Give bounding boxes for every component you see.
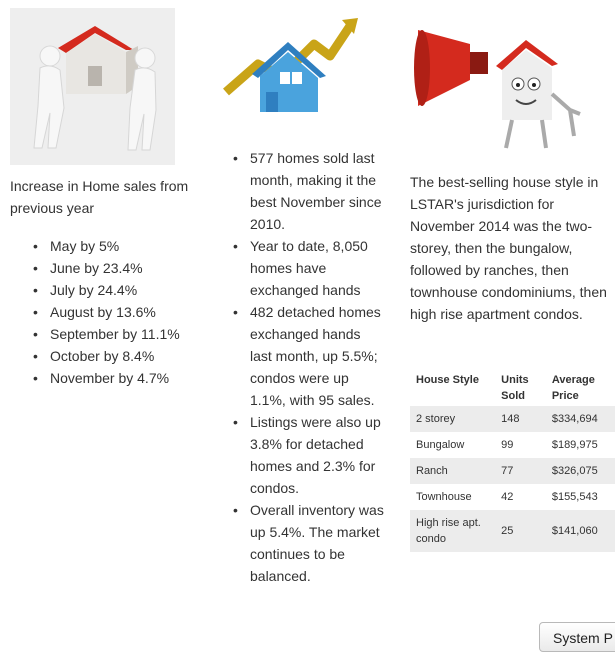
table-cell: Ranch <box>410 458 495 484</box>
table-cell: $141,060 <box>546 510 615 552</box>
table-cell: $155,543 <box>551 491 598 503</box>
table-row <box>410 432 615 458</box>
table-row <box>410 484 615 510</box>
monthly-increase-list <box>50 235 190 389</box>
table-cell: High rise apt. condo <box>410 510 495 552</box>
table-cell: 25 <box>495 510 546 552</box>
table-cell: Bungalow <box>416 439 465 451</box>
column-header: Average Price <box>551 374 595 402</box>
list-item: • September by 11.1% <box>50 323 190 345</box>
table-cell: Townhouse <box>416 491 472 503</box>
men-carrying-house-image <box>10 8 175 165</box>
list-item: • Overall inventory was up 5.4%. The market continues to be balanced. <box>250 499 385 587</box>
column-header: Units Sold <box>501 374 529 402</box>
table-cell: $189,975 <box>551 439 598 451</box>
house-megaphone-image <box>414 10 586 158</box>
list-item: • August by 13.6% <box>50 301 190 323</box>
market-stats-list <box>250 147 385 587</box>
table-row <box>410 510 615 552</box>
table-cell: 2 storey <box>410 406 495 432</box>
list-item: • 482 detached homes exchanged hands last month, up 5.5%; condos were up 1.1%, with 95 sales. <box>250 301 385 411</box>
table-cell: 99 <box>501 439 514 451</box>
table-cell: $326,075 <box>546 458 615 484</box>
house-growth-arrow-image <box>222 12 362 120</box>
list-item: • May by 5% <box>50 235 190 257</box>
home-sales-intro: Increase in Home sales from previous year <box>10 178 189 216</box>
table-cell: $334,694 <box>546 406 615 432</box>
table-header-row <box>410 370 615 406</box>
table-cell: 77 <box>495 458 546 484</box>
list-item: • 577 homes sold last month, making it the best November since 2010. <box>250 147 385 235</box>
list-item: • November by 4.7% <box>50 367 190 389</box>
house-style-intro: The best-selling house style in LSTAR's jurisdiction for November 2014 was the two-storey, then the bungalow, followed by ranches, then townhouse condominiums, then high rise apartment condos. <box>410 174 607 322</box>
table-cell: 148 <box>495 406 546 432</box>
list-item: • October by 8.4% <box>50 345 190 367</box>
house-style-table <box>410 370 615 552</box>
list-item: • Year to date, 8,050 homes have exchanged hands <box>250 235 385 301</box>
table-cell: 42 <box>501 491 514 503</box>
list-item: • Listings were also up 3.8% for detached homes and 2.3% for condos. <box>250 411 385 499</box>
column-header: House Style <box>416 374 479 386</box>
table-row <box>410 406 615 432</box>
system-preferences-button[interactable]: System P <box>539 622 615 652</box>
list-item: • July by 24.4% <box>50 279 190 301</box>
list-item: • June by 23.4% <box>50 257 190 279</box>
table-row <box>410 458 615 484</box>
